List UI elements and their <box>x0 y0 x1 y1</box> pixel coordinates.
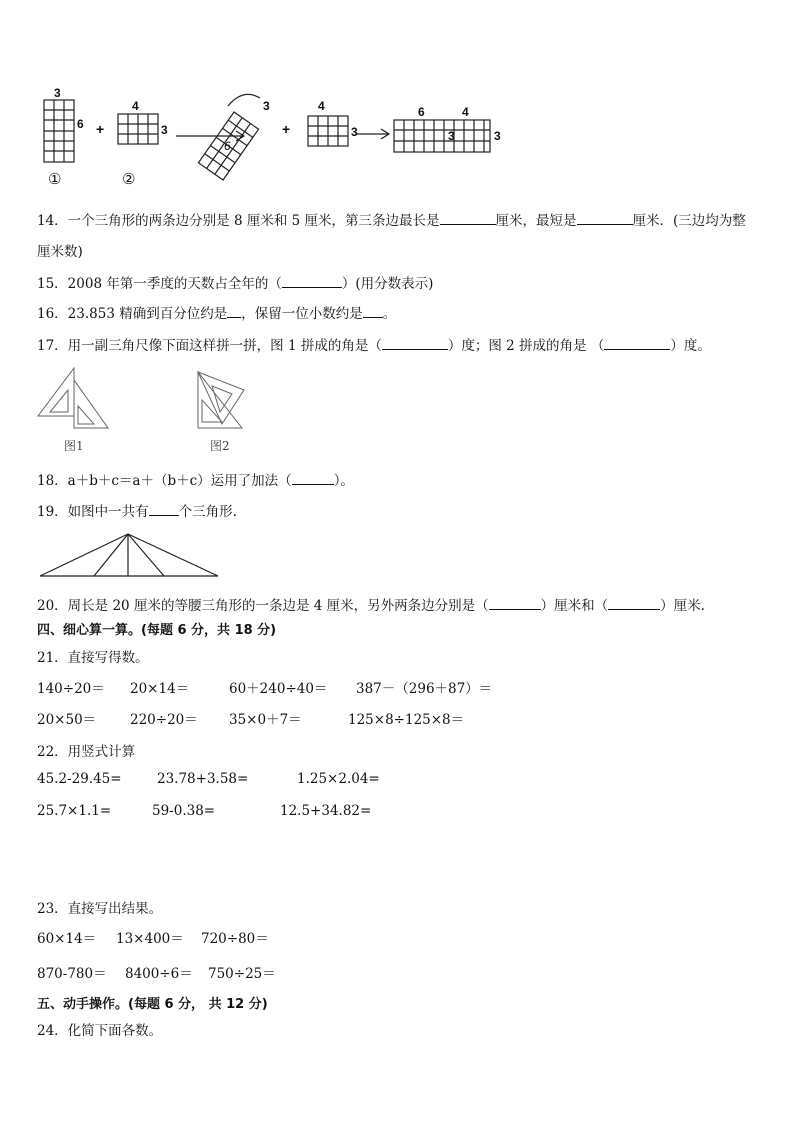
expression: 60×14＝ <box>37 931 97 947</box>
expression: 8400÷6＝ <box>125 966 193 982</box>
question-24: 24．化简下面各数。 <box>37 1023 163 1039</box>
fig-label: 4 <box>462 105 469 119</box>
answer-blank[interactable] <box>604 337 670 350</box>
expression: 1.25×2.04= <box>297 771 380 787</box>
fig-label: 3 <box>494 129 501 143</box>
fig-label: 4 <box>132 99 139 113</box>
answer-blank[interactable] <box>227 305 241 318</box>
answer-blank[interactable] <box>440 212 496 225</box>
fig-label: 3 <box>351 125 358 139</box>
figure-caption-1: 图1 <box>64 439 84 453</box>
answer-blank[interactable] <box>363 305 383 318</box>
question-19: 19．如图中一共有 个三角形. <box>37 504 237 520</box>
expression: 387－（296＋87）＝ <box>356 681 493 697</box>
expression: 20×50＝ <box>37 712 97 728</box>
answer-blank[interactable] <box>282 275 342 288</box>
fig-label: 3 <box>263 99 270 113</box>
expression: 20×14＝ <box>130 681 190 697</box>
question-17: 17．用一副三角尺像下面这样拼一拼，图 1 拼成的角是（ ）度；图 2 拼成的角是 （ ）度。 <box>37 338 711 354</box>
expression: 45.2-29.45= <box>37 771 122 787</box>
answer-blank[interactable] <box>489 597 541 610</box>
fig-label: 3 <box>54 86 61 100</box>
expression: 13×400＝ <box>116 931 184 947</box>
expression: 35×0＋7＝ <box>229 712 302 728</box>
answer-blank[interactable] <box>608 597 660 610</box>
circle-label-2: ② <box>122 171 136 188</box>
triangle-ruler-figure-2 <box>192 370 248 432</box>
grid-rectangles-figure <box>38 86 508 190</box>
fig-label: 6 <box>77 117 84 131</box>
expression: 720÷80＝ <box>201 931 269 947</box>
answer-blank[interactable] <box>577 212 633 225</box>
question-16: 16．23.853 精确到百分位约是 ，保留一位小数约是 。 <box>37 306 397 322</box>
expression: 23.78+3.58= <box>157 771 249 787</box>
expression: 220÷20＝ <box>130 712 198 728</box>
fig-label: 6 <box>224 139 231 153</box>
expression: 12.5+34.82= <box>280 803 372 819</box>
expression: 870-780＝ <box>37 966 107 982</box>
fig-label: 4 <box>318 99 325 113</box>
section-heading-5: 五、动手操作。(每题 6 分， 共 12 分) <box>37 997 268 1012</box>
question-18: 18．a＋b＋c＝a＋（b＋c）运用了加法（ ）。 <box>37 473 354 489</box>
question-20: 20．周长是 20 厘米的等腰三角形的一条边是 4 厘米，另外两条边分别是（ ）厘米和（ ）厘米. <box>37 598 705 614</box>
fig-label: 3 <box>448 129 455 143</box>
expression: 25.7×1.1= <box>37 803 112 819</box>
question-14-cont: 厘米数) <box>37 244 83 260</box>
question-14: 14．一个三角形的两条边分别是 8 厘米和 5 厘米，第三条边最长是 厘米，最短是 厘米．(三边均为整 <box>37 213 746 229</box>
section-heading-4: 四、细心算一算。(每题 6 分，共 18 分) <box>37 623 277 638</box>
expression: 140÷20＝ <box>37 681 105 697</box>
plus-sign: + <box>282 121 291 137</box>
triangle-count-figure <box>38 532 220 578</box>
expression: 125×8÷125×8＝ <box>348 712 465 728</box>
fig-label: 6 <box>418 105 425 119</box>
circle-label-1: ① <box>48 171 62 188</box>
expression: 59-0.38= <box>152 803 216 819</box>
answer-blank[interactable] <box>292 472 334 485</box>
question-15: 15．2008 年第一季度的天数占全年的（ ）(用分数表示) <box>37 276 434 292</box>
question-22-title: 22．用竖式计算 <box>37 744 136 760</box>
answer-blank[interactable] <box>382 337 448 350</box>
plus-sign: + <box>96 121 105 137</box>
answer-blank[interactable] <box>149 503 179 516</box>
triangle-ruler-figure-1 <box>36 366 112 432</box>
expression: 60＋240÷40＝ <box>229 681 328 697</box>
question-21-title: 21．直接写得数。 <box>37 650 149 666</box>
expression: 750÷25＝ <box>208 966 276 982</box>
question-23-title: 23．直接写出结果。 <box>37 901 163 917</box>
fig-label: 3 <box>161 123 168 137</box>
figure-caption-2: 图2 <box>210 439 230 453</box>
